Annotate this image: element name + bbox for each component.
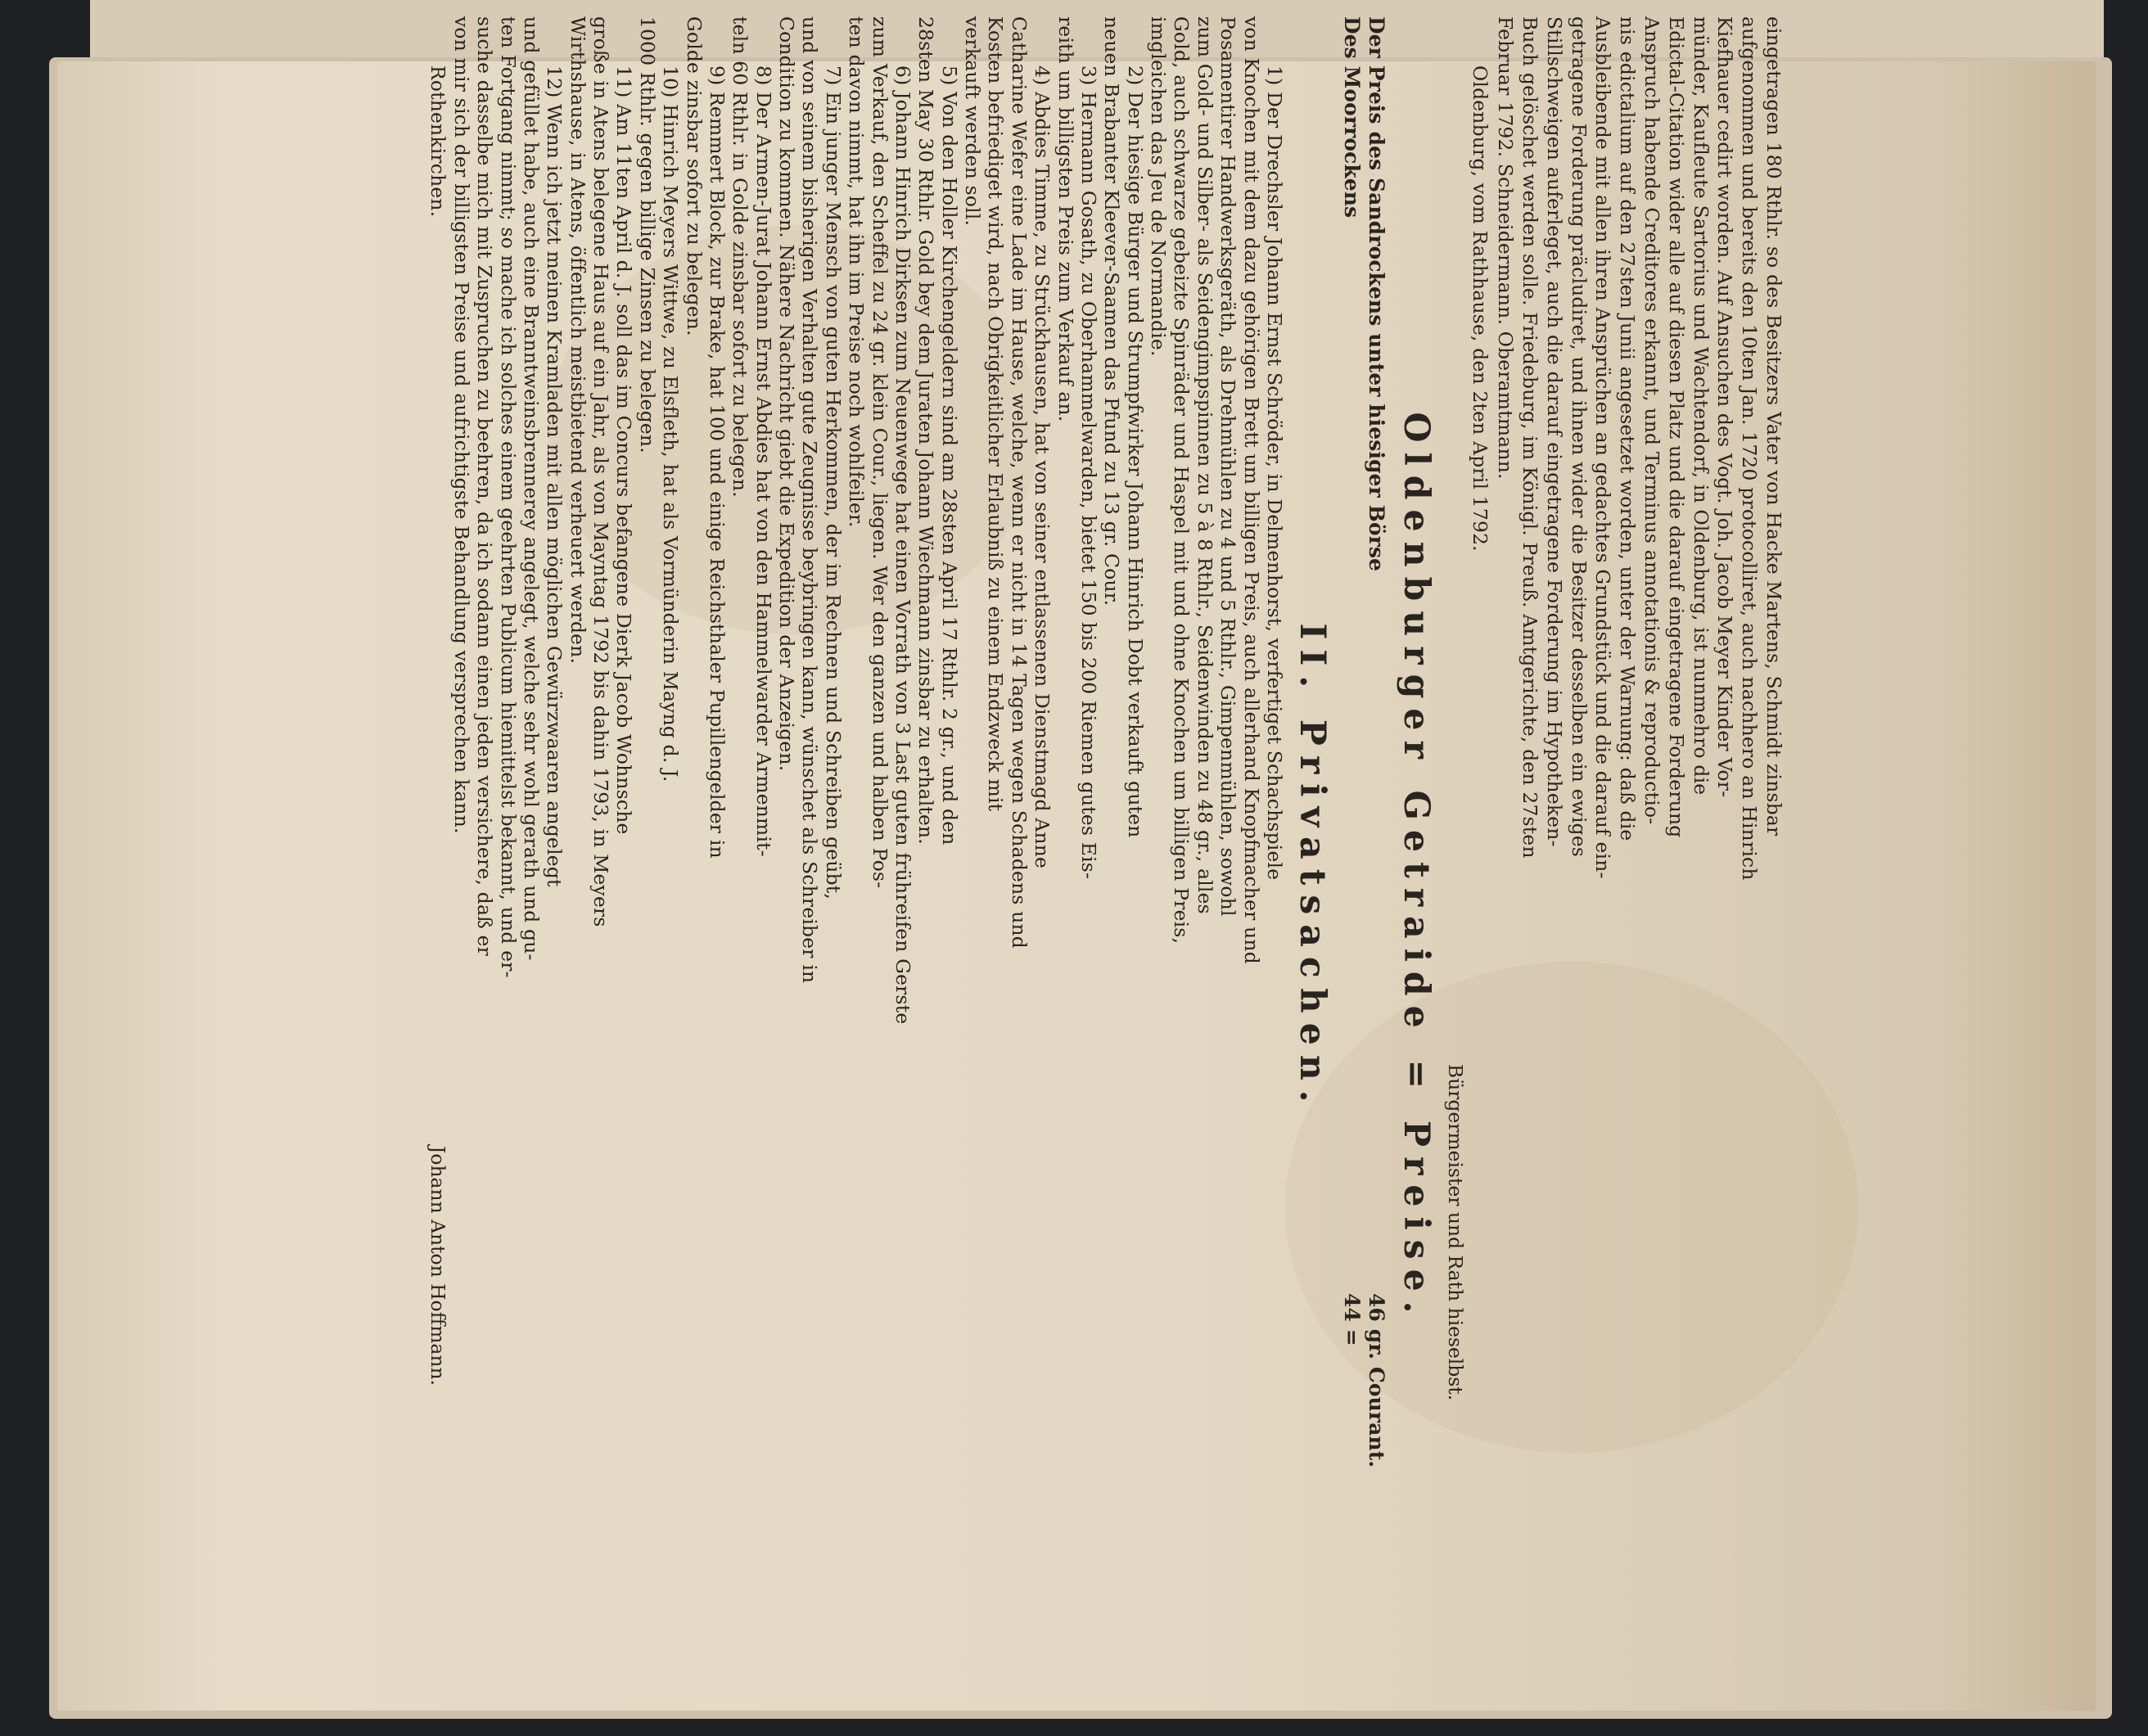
- item-line: verkauft werden soll.: [961, 16, 985, 227]
- item-line: reith um billigsten Preis zum Verkauf an.: [1054, 16, 1077, 422]
- item-line: 9) Remmert Block, zur Brake, hat 100 und einige Reichsthaler Pupillengelder in: [705, 65, 729, 859]
- item-line: Condition zu kommen. Nähere Nachricht giebt die Expedition der Anzeigen.: [775, 16, 799, 772]
- item-line: Kosten befriediget wird, nach Obrigkeitlicher Erlaubniß zu einem Endzweck mit: [984, 16, 1008, 812]
- text-line: Edictal-Citation wider alle auf diesen Platz und die darauf eingetragene Forderung: [1664, 16, 1688, 838]
- text-line: Stillschweigen auferleget, auch die darauf eingetragene Forderung im Hypotheken-: [1542, 16, 1566, 847]
- item-line: Rothenkirchen.: [426, 65, 450, 218]
- price-label: Des Moorrockens: [1339, 16, 1364, 219]
- item-line: 11) Am 11ten April d. J. soll das im Concurs befangene Dierk Jacob Wohnsche: [612, 65, 636, 835]
- item-line: 4) Abdies Timme, zu Strückhausen, hat von seiner entlassenen Dienstmagd Anne: [1031, 65, 1054, 869]
- item-line: 3) Hermann Gosath, zu Oberhammelwarden, bietet 150 bis 200 Riemen gutes Eis-: [1076, 65, 1100, 880]
- text-line: Anspruch habende Creditores erkannt, und Terminus annotationis & reproductio-: [1640, 16, 1664, 825]
- item-line: 1000 Rthlr. gegen billige Zinsen zu belegen.: [635, 16, 659, 453]
- item-line: imgleichen das Jeu de Normandie.: [1147, 16, 1171, 357]
- text-line: Kiefhauer cedirt worden. Auf Ansuchen des Vogt. Joh. Jacob Meyer Kinder Vor-: [1713, 16, 1737, 798]
- council-signature: Bürgermeister und Rath hieselbst.: [1444, 1064, 1468, 1401]
- item-line: Golde zinsbar sofort zu belegen.: [682, 16, 706, 336]
- item-line: Wirthshause, in Atens, öffentlich meistbietend verheuert werden.: [566, 16, 589, 665]
- text-line: Februar 1792. Schneidermann. Oberamtmann.: [1494, 16, 1518, 480]
- item-line: 1) Der Drechsler Johann Ernst Schröder, in Delmenhorst, verfertiget Schachspiele: [1262, 65, 1286, 881]
- item-line: 6) Johann Hinrich Dirksen zum Neuenwege hat einen Vorrath von 3 Last guten frühreifen Gerste: [891, 65, 914, 1025]
- item-line: ten davon nimmt, hat ihn im Preise noch wohlfeiler.: [845, 16, 869, 528]
- item-line: 7) Ein junger Mensch von guten Herkommen, der im Rechnen und Schreiben geübt,: [821, 65, 845, 900]
- section-heading: II. Privatsachen.: [1291, 623, 1333, 1112]
- item-line: 10) Hinrich Meyers Wittwe, zu Elsfleth, hat als Vormünderin Mayng d. J.: [659, 65, 683, 782]
- price-value: 46 gr. Courant.: [1364, 1293, 1388, 1468]
- item-line: 28sten May 30 Rthlr. Gold bey dem Juraten Johann Wiechmann zinsbar zu erhalten.: [914, 16, 938, 845]
- text-line: Buch gelöschet werden solle. Friedeburg, im Königl. Preuß. Amtgerichte, den 27sten: [1518, 16, 1542, 859]
- item-line: und von seinem bisherigen Verhalten gute Zeugnisse beybringen kann, wünschet als Schreiber in: [798, 16, 822, 984]
- item-line: große in Atens belegene Haus auf ein Jahr, als von Mayntag 1792 bis dahin 1793, in Meyers: [589, 16, 613, 927]
- price-heading: Oldenburger Getraide = Preise.: [1396, 412, 1437, 1323]
- text-line: nis edictalium auf den 27sten Junii angesetzet worden, unter der Warnung: daß die: [1616, 16, 1640, 841]
- item-line: 2) Der hiesige Bürger und Strumpfwirker Johann Hinrich Dobt verkauft guten: [1123, 65, 1147, 838]
- price-value: 44 =: [1339, 1293, 1364, 1346]
- text-line: getragene Forderung präcludiret, und ihnen wider die Besitzer desselben ein ewiges: [1567, 16, 1591, 858]
- item-line: suche dasselbe mich mit Zuspruchen zu beehren, da ich sodann einen jeden versichere, daß er: [473, 16, 497, 957]
- item-line: Posamentirer Handwerksgeräth, als Drehmühlen zu 4 und 5 Rthlr., Gimpenmühlen, sowohl: [1216, 16, 1240, 917]
- item-line: 8) Der Armen-Jurat Johann Ernst Abdies hat von den Hammelwarder Armenmit-: [751, 65, 775, 857]
- price-label: Der Preis des Sandrockens unter hiesiger Börse: [1364, 16, 1388, 572]
- text-line: eingetragen 180 Rthlr. so des Besitzers Vater von Hacke Martens, Schmidt zinsbar: [1762, 16, 1785, 836]
- item-line: zum Verkauf, den Scheffel zu 24 gr. klein Cour., liegen. Wer den ganzen und halben Pos-: [868, 16, 891, 889]
- place-date-line: Oldenburg, vom Rathhause, den 2ten April 1792.: [1469, 65, 1492, 552]
- item-line: 12) Wenn ich jetzt meinen Kramladen mit allen möglichen Gewürzwaaren angelegt: [543, 65, 566, 887]
- text-line: aufgenommen und bereits den 10ten Jan. 1720 protocolliret, auch nachhero an Hinrich: [1738, 16, 1762, 881]
- rotated-text-block: [361, 16, 1785, 1719]
- item-line: zum Gold- und Silber- als Seidengimpspinnen zu 5 à 8 Rthlr., Seidenwinden zu 48 gr., alles: [1193, 16, 1216, 914]
- item-line: und gefüllet habe, auch eine Branntweinsbrennerey angelegt, welche sehr wohl gerath und gu-: [519, 16, 543, 961]
- item-line: von Knochen mit dem dazu gehörigen Brett um billigen Preis, auch allerhand Knopfmacher und: [1239, 16, 1263, 964]
- closing-signature: Johann Anton Hoffmann.: [426, 1146, 450, 1386]
- item-line: von mir sich der billigsten Preise und aufrichtigste Behandlung versprechen kann.: [449, 16, 473, 834]
- item-line: neuen Brabanter Kleever-Saamen das Pfund zu 13 gr. Cour.: [1100, 16, 1124, 606]
- text-line: Ausbleibende mit allen ihren Ansprüchen an gedachtes Grundstück und die darauf ein-: [1591, 16, 1615, 879]
- item-line: ten Fortgang nimmt; so mache ich solches einem geehrten Publicum hiemittelst bekannt, und er-: [496, 16, 520, 978]
- text-line: münder, Kaufleute Sartorius und Wachtendorf, in Oldenburg, ist nunmehro die: [1689, 16, 1713, 796]
- item-line: Catharine Wefer eine Lade im Hause, welche, wenn er nicht in 14 Tagen wegen Schadens und: [1007, 16, 1031, 949]
- item-line: Gold, auch schwarze gebeizte Spinräder und Haspel mit und ohne Knochen um billigen Preis,: [1170, 16, 1194, 945]
- item-line: 5) Von den Holler Kirchengeldern sind am 28sten April 17 Rthlr. 2 gr., und den: [937, 65, 961, 845]
- item-line: teln 60 Rthlr. in Golde zinsbar sofort zu belegen.: [729, 16, 752, 498]
